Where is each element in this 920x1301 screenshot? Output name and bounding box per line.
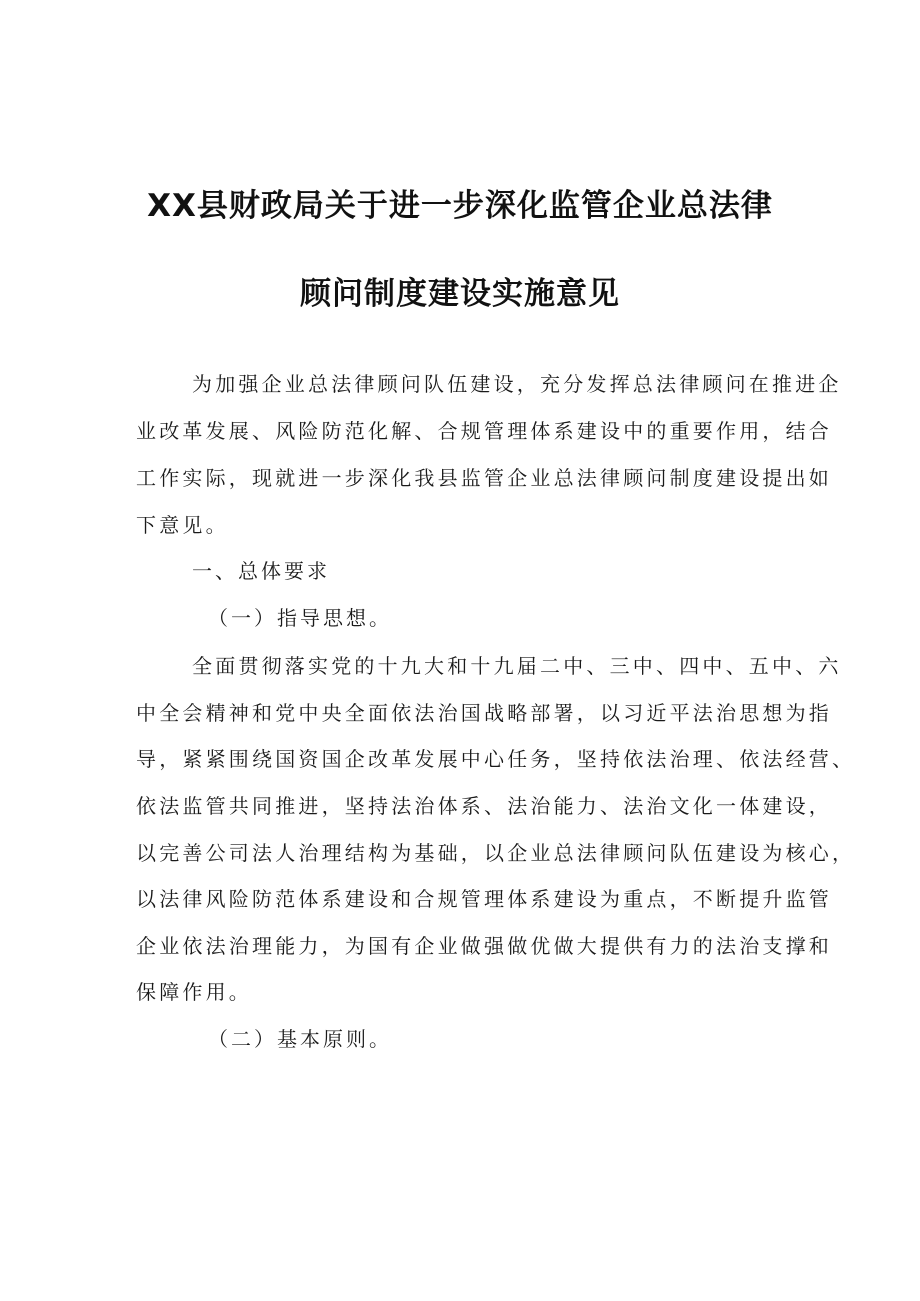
- guiding-line-3: 导，紧紧围绕国资国企改革发展中心任务，坚持依法治理、依法经营、: [136, 747, 856, 771]
- document-title-line-1: XX县财政局关于进一步深化监管企业总法律: [147, 188, 773, 224]
- intro-line-2: 业改革发展、风险防范化解、合规管理体系建设中的重要作用，结合: [136, 419, 832, 443]
- guiding-line-4: 依法监管共同推进，坚持法治体系、法治能力、法治文化一体建设，: [136, 794, 832, 818]
- guiding-line-1: 全面贯彻落实党的十九大和十九届二中、三中、四中、五中、六: [192, 654, 842, 678]
- guiding-line-6: 以法律风险防范体系建设和合规管理体系建设为重点，不断提升监管: [136, 887, 832, 911]
- document-title-line-2: 顾问制度建设实施意见: [300, 276, 620, 312]
- guiding-line-2: 中全会精神和党中央全面依法治国战略部署，以习近平法治思想为指: [136, 701, 832, 725]
- subsection-1-heading: （一）指导思想。: [208, 606, 392, 630]
- guiding-line-5: 以完善公司法人治理结构为基础，以企业总法律顾问队伍建设为核心，: [136, 841, 856, 865]
- intro-line-3: 工作实际，现就进一步深化我县监管企业总法律顾问制度建设提出如: [136, 466, 832, 490]
- guiding-line-8: 保障作用。: [136, 980, 252, 1004]
- guiding-line-7: 企业依法治理能力，为国有企业做强做优做大提供有力的法治支撑和: [136, 934, 832, 958]
- intro-line-1: 为加强企业总法律顾问队伍建设，充分发挥总法律顾问在推进企: [192, 372, 842, 396]
- intro-line-4: 下意见。: [136, 513, 229, 537]
- subsection-2-heading: （二）基本原则。: [208, 1027, 392, 1051]
- section-1-heading: 一、总体要求: [192, 559, 330, 583]
